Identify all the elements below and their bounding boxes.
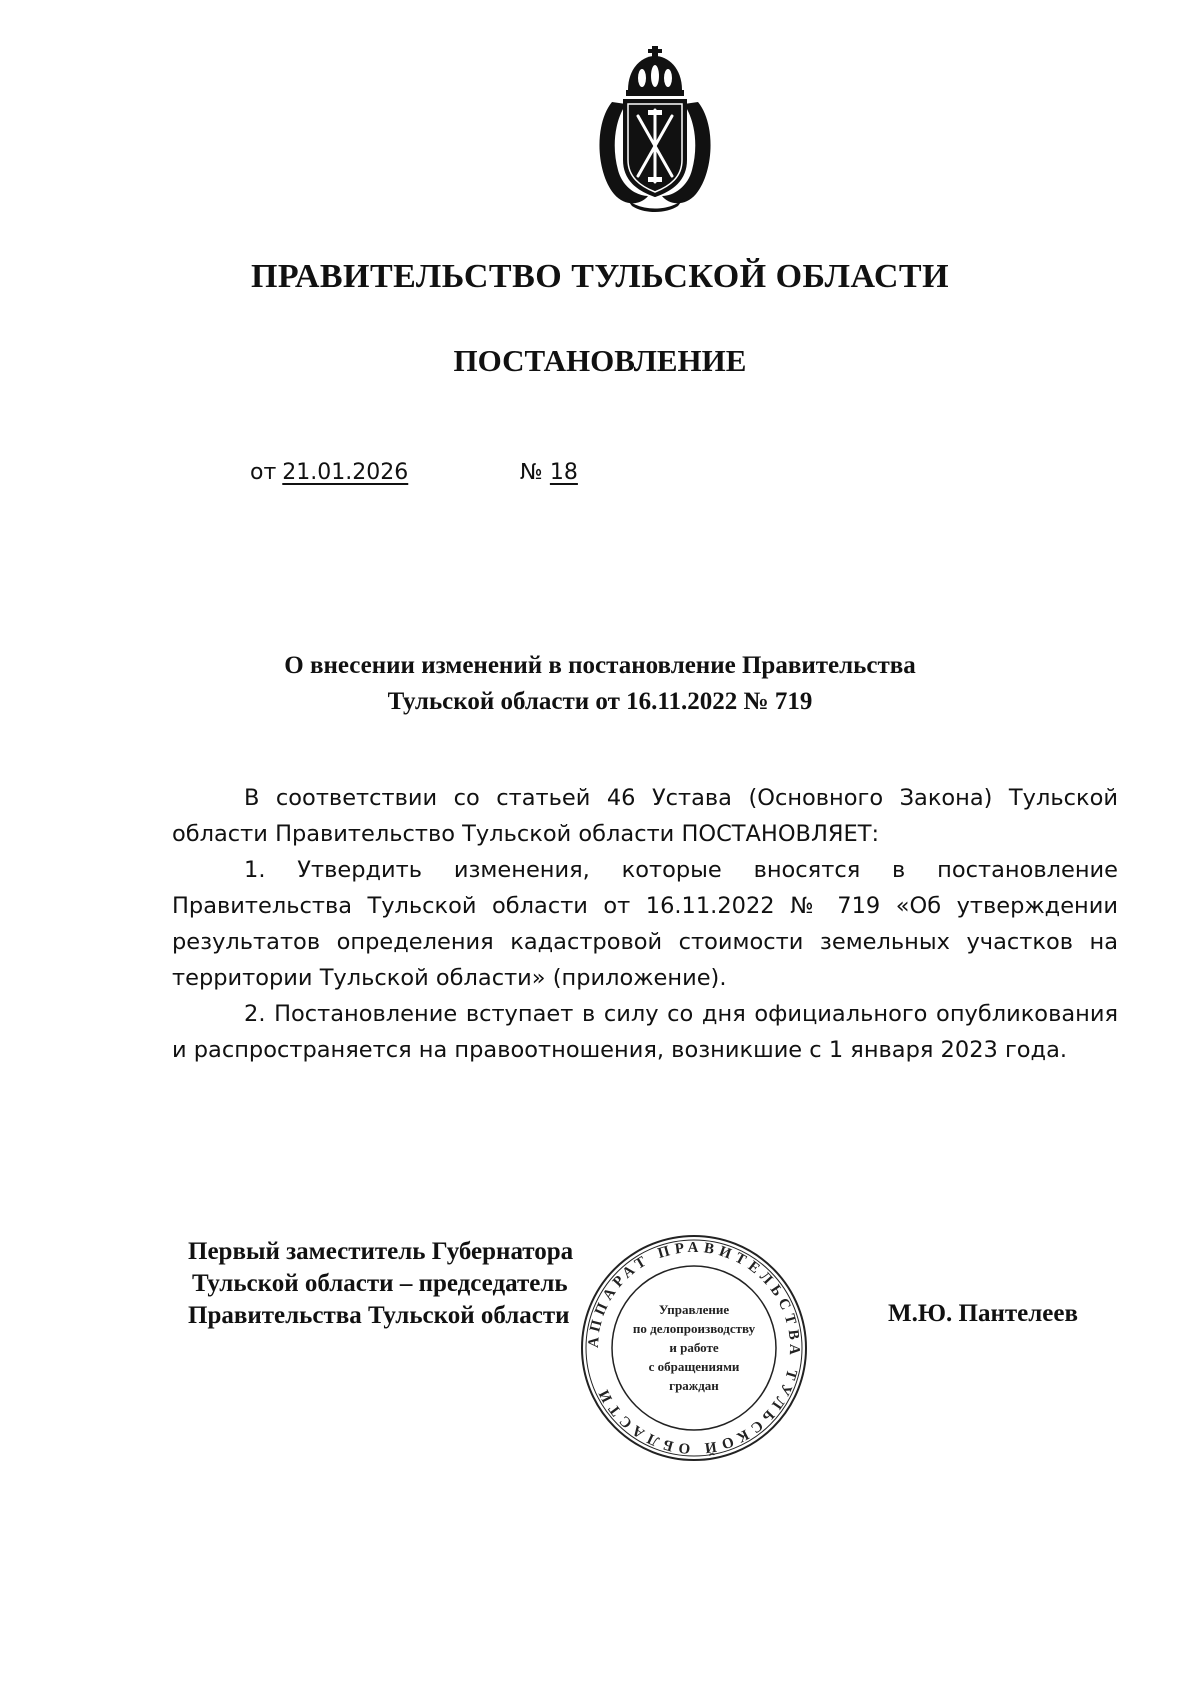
document-date: 21.01.2026 [282,460,409,485]
seal-line-4: с обращениями [648,1359,740,1374]
document-number-wrap [520,460,578,485]
official-seal-icon [578,1232,810,1464]
number-prefix: № [520,460,543,485]
page-title: ПРАВИТЕЛЬСТВО ТУЛЬСКОЙ ОБЛАСТИ [250,258,950,295]
signer-name: М.Ю. Пантелеев [888,1300,1078,1327]
seal-line-2: по делопроизводству [632,1321,756,1336]
document-number: 18 [549,460,578,485]
document-body [172,780,1118,1068]
document-subject [0,648,1200,720]
document-meta [250,460,950,485]
signer-position-line-3: Правительства Тульской области [188,1302,570,1329]
seal-line-1: Управление [658,1302,730,1317]
signer-position-line-1: Первый заместитель Губернатора [188,1238,574,1265]
body-paragraph-2: 1. Утвердить изменения, которые вносятся в постановление Правительства Тульской области от 16.11.2022 № 719 «Об утверждении результатов определения кадастровой стоимости земельных участков на территории Тульской области» (приложение). [172,857,1118,991]
signer-position [188,1236,573,1332]
body-paragraph-1: В соответствии со статьей 46 Устава (Основного Закона) Тульской области Правительство Тульской области ПОСТАНОВЛЯЕТ: [172,785,1118,847]
subject-line-2: Тульской области от 16.11.2022 № 719 [387,688,813,715]
body-paragraph-3: 2. Постановление вступает в силу со дня официального опубликования и распространяется на правоотношения, возникшие с 1 января 2023 года. [172,1001,1118,1063]
coat-of-arms-icon [592,44,718,214]
seal-line-5: граждан [669,1378,719,1393]
seal-ring-text: АППАРАТ ПРАВИТЕЛЬСТВА ТУЛЬСКОЙ ОБЛАСТИ [585,1239,803,1457]
document-type: ПОСТАНОВЛЕНИЕ [453,343,747,378]
signer-position-line-2: Тульской области – председатель [192,1270,568,1297]
date-prefix: от [250,460,277,485]
subject-line-1: О внесении изменений в постановление Правительства [284,652,916,679]
seal-line-3: и работе [669,1340,719,1355]
